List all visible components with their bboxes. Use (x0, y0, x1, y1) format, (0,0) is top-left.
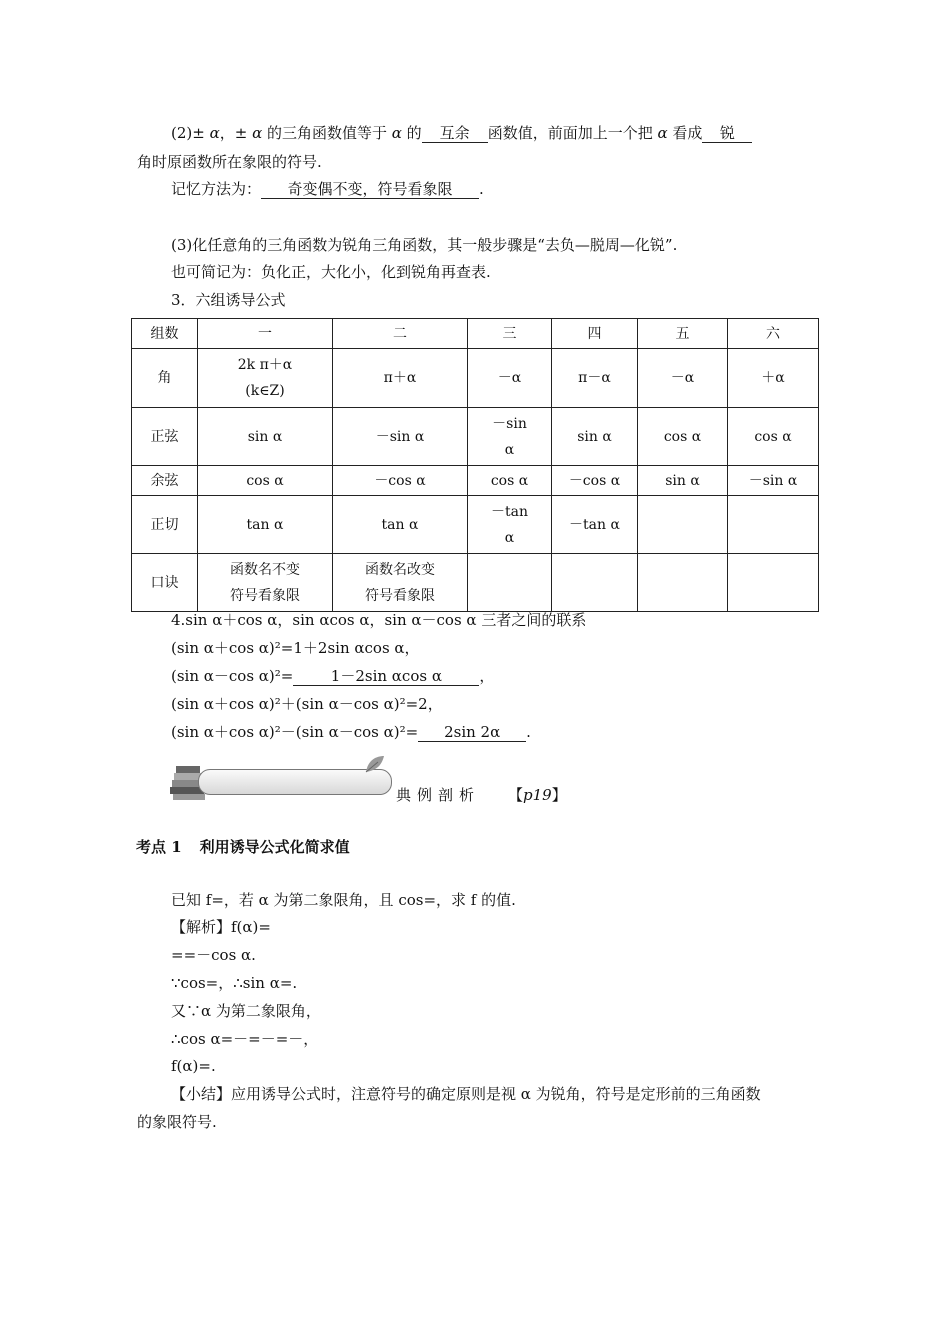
cell-line: (k∈Z) (245, 383, 285, 399)
text-segment: (sin α＋cos α)²－(sin α－cos α)²= (171, 723, 419, 741)
leaf-icon (362, 752, 388, 778)
table-cell: ＋α (728, 349, 819, 408)
bracket: 】 (551, 786, 567, 804)
page-number: p19 (523, 786, 552, 804)
text-segment: 函数值，前面加上一个把 (487, 124, 658, 142)
cell-line: 函数名改变 (365, 561, 435, 578)
text-segment: 的三角函数值等于 (262, 124, 392, 142)
row-label: 正切 (132, 496, 198, 554)
example-problem: 已知 f=，若 α 为第二象限角，且 cos=，求 f 的值. (171, 891, 516, 909)
table-cell: tan α (333, 496, 468, 554)
text-segment: 的 (401, 124, 422, 142)
text-segment: . (526, 723, 531, 741)
alpha-symbol: α (391, 124, 402, 142)
fill-blank-complementary: 互余 (422, 124, 488, 143)
identity-4 (171, 721, 531, 743)
text-segment: ， (479, 667, 495, 685)
table-cell: 四 (552, 319, 638, 349)
topic-label: 考点 1 (136, 838, 182, 856)
table-cell: －sin α (333, 408, 468, 466)
induction-formula-table (131, 318, 819, 612)
table-row-angle (132, 349, 819, 408)
table-row-sine (132, 408, 819, 466)
alpha-symbol: α (252, 124, 263, 142)
table-cell (333, 554, 468, 612)
table-cell (728, 554, 819, 612)
alpha-symbol: α (209, 124, 220, 142)
summary-line: 的象限符号. (137, 1113, 217, 1131)
table-cell (468, 408, 552, 466)
table-cell: 一 (198, 319, 333, 349)
fill-blank-acute: 锐 (702, 124, 752, 143)
fill-blank-memory-rule: 奇变偶不变，符号看象限 (261, 180, 479, 199)
solution-line: ∵cos=，∴sin α=. (171, 974, 298, 992)
simplify-steps-line1: (3)化任意角的三角函数为锐角三角函数，其一般步骤是“去负—脱周—化锐”. (171, 236, 678, 254)
table-row-tangent (132, 496, 819, 554)
cell-line: －sin (492, 415, 527, 432)
alpha-symbol: α (657, 124, 668, 142)
table-cell: 六 (728, 319, 819, 349)
identity-3: (sin α＋cos α)²＋(sin α－cos α)²=2， (171, 695, 443, 713)
text-segment: (2)± (171, 124, 210, 142)
section-banner (168, 752, 392, 802)
table-cell: π＋α (333, 349, 468, 408)
topic-title: 利用诱导公式化简求值 (199, 838, 350, 856)
induction-rule-paragraph (171, 122, 752, 144)
induction-rule-paragraph-line2: 角时原函数所在象限的符号. (137, 153, 322, 171)
row-label: 角 (132, 349, 198, 408)
cell-line: 2k π＋α (237, 357, 293, 373)
memory-method (171, 178, 484, 200)
table-cell: －tan α (552, 496, 638, 554)
bracket: 【 (508, 786, 524, 804)
memory-label: 记忆方法为： (171, 180, 262, 198)
text-segment: (sin α－cos α)²= (171, 667, 294, 685)
simplify-steps-line2: 也可简记为：负化正，大化小，化到锐角再查表. (171, 263, 491, 281)
table-row-cosine (132, 466, 819, 496)
solution-line: 又∵α 为第二象限角， (171, 1002, 321, 1020)
cell-line: 符号看象限 (230, 587, 300, 604)
table-row-rhyme (132, 554, 819, 612)
table-cell: 组数 (132, 319, 198, 349)
table-cell: cos α (638, 408, 728, 466)
page-reference (508, 785, 567, 805)
table-cell (198, 349, 333, 408)
text-segment: 看成 (667, 124, 703, 142)
identity-1: (sin α＋cos α)²=1＋2sin αcos α， (171, 639, 420, 657)
row-label: 口诀 (132, 554, 198, 612)
row-label: 正弦 (132, 408, 198, 466)
table-cell: －sin α (728, 466, 819, 496)
text-segment: . (479, 180, 484, 198)
table-cell: cos α (198, 466, 333, 496)
table-cell: 二 (333, 319, 468, 349)
table-cell: 五 (638, 319, 728, 349)
table-cell: π－α (552, 349, 638, 408)
cell-line: －tan (491, 503, 528, 520)
table-cell (552, 554, 638, 612)
table-cell: sin α (638, 466, 728, 496)
banner-title: 典例剖析 (396, 786, 481, 804)
table-cell (198, 554, 333, 612)
table-header-row (132, 319, 819, 349)
section-3-title: 3．六组诱导公式 (171, 291, 286, 309)
table-cell: sin α (198, 408, 333, 466)
fill-blank-identity-2: 1－2sin αcos α (293, 667, 479, 686)
table-cell (728, 496, 819, 554)
text-segment: ，± (219, 124, 253, 142)
table-cell (638, 554, 728, 612)
row-label: 余弦 (132, 466, 198, 496)
table-cell: cos α (468, 466, 552, 496)
topic-heading (136, 836, 350, 858)
table-cell (468, 496, 552, 554)
solution-line: ∴cos α=－=－=－， (171, 1030, 319, 1048)
table-cell: －α (638, 349, 728, 408)
cell-line: α (504, 529, 515, 546)
table-cell: sin α (552, 408, 638, 466)
cell-line: α (504, 441, 515, 458)
solution-line: ==－cos α. (171, 946, 256, 964)
table-cell: －cos α (333, 466, 468, 496)
table-cell: 三 (468, 319, 552, 349)
summary-line: 【小结】应用诱导公式时，注意符号的确定原则是视 α 为锐角，符号是定形前的三角函数 (171, 1085, 761, 1103)
identity-2 (171, 665, 494, 687)
table-cell: tan α (198, 496, 333, 554)
table-cell: －α (468, 349, 552, 408)
cell-line: 符号看象限 (365, 587, 435, 604)
table-cell (638, 496, 728, 554)
table-cell: －cos α (552, 466, 638, 496)
table-cell (468, 554, 552, 612)
solution-line: f(α)=. (171, 1057, 216, 1075)
solution-line: 【解析】f(α)= (171, 918, 271, 936)
fill-blank-identity-4: 2sin 2α (418, 723, 526, 742)
cell-line: 函数名不变 (230, 561, 300, 578)
section-4-title: 4.sin α＋cos α，sin αcos α，sin α－cos α 三者之间的联系 (171, 611, 587, 629)
table-cell: cos α (728, 408, 819, 466)
